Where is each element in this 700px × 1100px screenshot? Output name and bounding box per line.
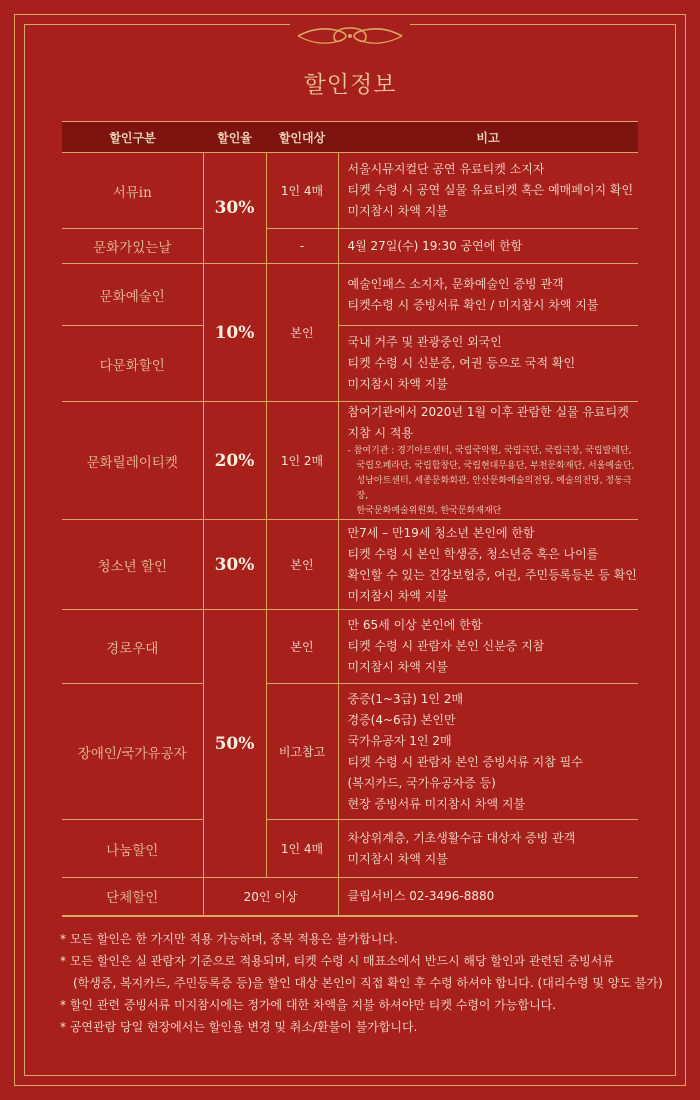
note-line: 지참 시 적용 (347, 426, 414, 440)
rate-cell: 30% (203, 520, 266, 610)
note-cell (338, 610, 638, 684)
note-line: 미지참시 차액 지불 (347, 377, 448, 391)
small-note-line: 한국문화예술위원회, 한국문화재재단 (356, 506, 502, 516)
header-notes: 비고 (338, 122, 638, 153)
header-category: 할인구분 (62, 122, 203, 153)
discount-table (62, 121, 638, 917)
rate-cell: 50% (203, 610, 266, 878)
footnote: * 공연관람 당일 현장에서는 할인율 변경 및 취소/환불이 불가합니다. (60, 1020, 418, 1034)
note-line: 예술인패스 소지자, 문화예술인 증빙 관객 (347, 276, 564, 291)
page-title: 할인정보 (303, 72, 397, 98)
note-cell (338, 264, 638, 326)
table-row (62, 402, 638, 520)
target-cell: 본인 (266, 610, 338, 684)
category-cell: 문화가있는날 (62, 229, 203, 264)
note-line: 만 65세 이상 본인에 한함 (347, 618, 483, 632)
target-cell: 비고참고 (266, 684, 338, 820)
note-line: 티켓 수령 시 신분증, 여권 등으로 국적 확인 (347, 356, 576, 370)
table-row (62, 684, 638, 820)
table-row (62, 610, 638, 684)
footnotes (60, 928, 663, 1038)
footnote: * 모든 할인은 실 관람자 기준으로 적용되며, 티켓 수령 시 매표소에서 반드시 해당 할인과 관련된 증빙서류 (60, 954, 614, 968)
note-line: 클립서비스 02-3496-8880 (347, 888, 495, 903)
note-line: 서울시뮤지컬단 공연 유료티켓 소지자 (347, 162, 545, 176)
note-cell (338, 878, 638, 916)
participating-institutions (348, 444, 639, 519)
target-cell: - (266, 229, 338, 264)
note-cell (338, 229, 638, 264)
small-note-line: 국립오페라단, 국립합창단, 국립현대무용단, 부천문화재단, 서울예술단, (356, 461, 635, 471)
note-line: 미지참시 차액 지불 (347, 851, 448, 866)
small-note-line: - 참여기관 : 경기아트센터, 국립국악원, 국립극단, 국립극장, 국립발레단, (347, 446, 632, 456)
note-line: 티켓 수령 시 관람자 본인 증빙서류 지참 필수 (347, 754, 583, 769)
table-row (62, 264, 638, 326)
note-line: 확인할 수 있는 건강보험증, 여권, 주민등록등본 등 확인 (347, 567, 637, 582)
table-row (62, 153, 638, 229)
table-row (62, 520, 638, 610)
category-cell: 단체할인 (62, 878, 203, 916)
note-line: 미지참시 차액 지불 (347, 588, 448, 603)
note-line: 티켓 수령 시 본인 학생증, 청소년증 혹은 나이를 (347, 546, 599, 561)
footnote-continuation: (학생증, 복지카드, 주민등록증 등)을 할인 대상 본인이 직접 확인 후 수령 하셔야 합니다. (대리수령 및 양도 불가) (73, 976, 663, 990)
category-cell: 문화예술인 (62, 264, 203, 326)
target-cell: 1인 2매 (266, 402, 338, 520)
footnote: * 모든 할인은 한 가지만 적용 가능하며, 중복 적용은 불가합니다. (60, 932, 398, 946)
note-cell (338, 820, 638, 878)
table-row (62, 820, 638, 878)
rate-cell: 30% (203, 153, 266, 264)
category-cell: 문화릴레이티켓 (62, 402, 203, 520)
header-target: 할인대상 (266, 122, 338, 153)
note-line: 참여기관에서 2020년 1월 이후 관람한 실물 유료티켓 (347, 405, 629, 419)
note-line: 현장 증빙서류 미지참시 차액 지불 (347, 796, 526, 811)
target-cell: 본인 (266, 520, 338, 610)
note-line: 티켓수령 시 증빙서류 확인 / 미지참시 차액 지불 (347, 297, 599, 312)
flourish-ornament-icon (290, 20, 410, 52)
category-cell: 다문화할인 (62, 326, 203, 402)
rate-cell: 20% (203, 402, 266, 520)
note-cell (338, 520, 638, 610)
target-cell: 본인 (266, 264, 338, 402)
target-cell: 1인 4매 (266, 153, 338, 229)
note-line: 국가유공자 1인 2매 (347, 733, 452, 748)
header-rate: 할인율 (203, 122, 266, 153)
table-row (62, 326, 638, 402)
target-cell: 1인 4매 (266, 820, 338, 878)
note-cell (338, 402, 638, 520)
note-cell (338, 326, 638, 402)
note-line: 티켓 수령 시 공연 실물 유료티켓 혹은 예매페이지 확인 (347, 183, 634, 197)
table-row (62, 878, 638, 916)
target-cell: 20인 이상 (203, 878, 338, 916)
category-cell: 나눔할인 (62, 820, 203, 878)
small-note-line: 성남아트센터, 세종문화회관, 안산문화예술의전당, 예술의전당, 정동극장, (356, 476, 632, 501)
note-line: 경증(4~6급) 본인만 (347, 712, 456, 727)
category-cell: 장애인/국가유공자 (62, 684, 203, 820)
note-line: (복지카드, 국가유공자증 등) (347, 775, 496, 790)
note-line: 만7세 – 만19세 청소년 본인에 한함 (347, 525, 535, 540)
table-header-row (62, 122, 638, 153)
category-cell: 서뮤in (62, 153, 203, 229)
footnote: * 할인 관련 증빙서류 미지참시에는 정가에 대한 차액을 지불 하셔야만 티켓 수령이 가능합니다. (60, 998, 557, 1012)
note-line: 국내 거주 및 관광중인 외국인 (347, 335, 502, 349)
rate-cell: 10% (203, 264, 266, 402)
note-line: 4월 27일(수) 19:30 공연에 한함 (347, 238, 523, 253)
note-cell (338, 153, 638, 229)
table-row (62, 229, 638, 264)
note-line: 중증(1~3급) 1인 2매 (347, 691, 464, 706)
category-cell: 경로우대 (62, 610, 203, 684)
note-line: 미지참시 차액 지불 (347, 204, 448, 218)
note-line: 차상위계층, 기초생활수급 대상자 증빙 관객 (347, 830, 576, 845)
note-line: 미지참시 차액 지불 (347, 660, 448, 674)
note-cell (338, 684, 638, 820)
note-line: 티켓 수령 시 관람자 본인 신분증 지참 (347, 639, 545, 653)
category-cell: 청소년 할인 (62, 520, 203, 610)
